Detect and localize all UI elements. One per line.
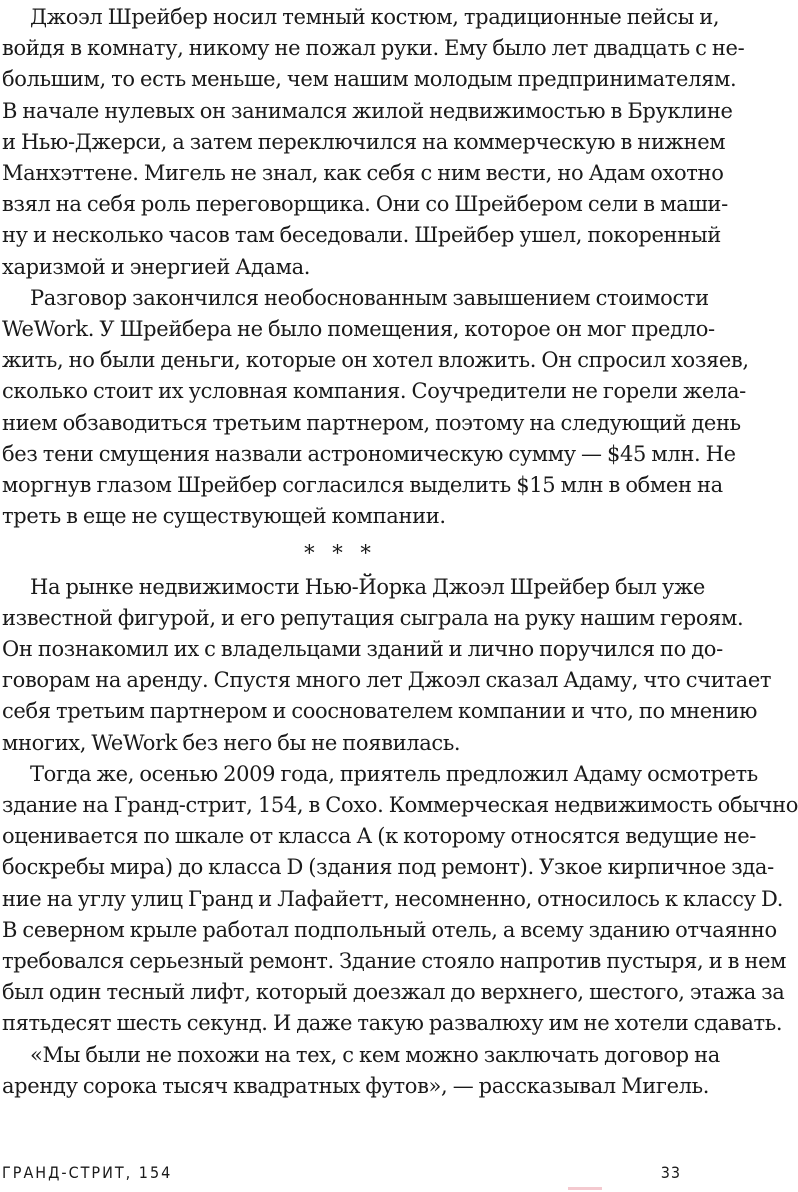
text-line: треть в еще не существующей компании.: [2, 504, 446, 529]
text-line: Джоэл Шрейбер носил темный костюм, традиционные пейсы и,: [30, 5, 720, 29]
text-line: нием обзаводиться третьим партнером, поэтому на следующий день: [2, 410, 741, 435]
running-head: ГРАНД-СТРИТ, 154: [2, 1163, 173, 1182]
text-line: без тени смущения назвали астрономическую сумму — $45 млн. Не: [2, 441, 736, 466]
text-line: жить, но были деньги, которые он хотел вложить. Он спросил хозяев,: [2, 348, 749, 373]
section-break: * * *: [304, 541, 377, 566]
text-line: ние на углу улиц Гранд и Лафайетт, несомненно, относилось к классу D.: [2, 886, 784, 911]
text-line: требовался серьезный ремонт. Здание стояло напротив пустыря, и в нем: [2, 949, 787, 973]
text-line: был один тесный лифт, который доезжал до верхнего, шестого, этажа за: [2, 980, 785, 1005]
text-line: Манхэттене. Мигель не знал, как себя с ним вести, но Адам охотно: [2, 161, 724, 185]
text-line: говорам на аренду. Спустя много лет Джоэл сказал Адаму, что считает: [2, 668, 772, 693]
text-line: многих, WeWork без него бы не появилась.: [2, 730, 461, 755]
text-line: пятьдесят шесть секунд. И даже такую развалюху им не хотели сдавать.: [2, 1011, 783, 1036]
text-line: харизмой и энергией Адама.: [2, 254, 311, 279]
text-line: моргнув глазом Шрейбер согласился выделить $15 млн в обмен на: [2, 473, 723, 497]
text-line: Он познакомил их с владельцами зданий и лично поручился по до-: [2, 637, 723, 661]
page-number: 33: [660, 1163, 681, 1182]
text-line: В начале нулевых он занимался жилой недвижимостью в Бруклине: [2, 98, 733, 123]
text-line: себя третьим партнером и сооснователем компании и что, по мнению: [2, 699, 758, 724]
text-line: здание на Гранд-стрит, 154, в Сохо. Коммерческая недвижимость обычно: [2, 793, 798, 817]
text-line: На рынке недвижимости Нью-Йорка Джоэл Шрейбер был уже: [30, 574, 706, 599]
text-line: оценивается по шкале от класса А (к которому относятся ведущие не-: [2, 824, 757, 849]
text-line: В северном крыле работал подпольный отель, а всему зданию отчаянно: [2, 917, 777, 942]
text-line: большим, то есть меньше, чем нашим молодым предпринимателям.: [2, 67, 737, 92]
text-line: ну и несколько часов там беседовали. Шрейбер ушел, покоренный: [2, 223, 721, 248]
text-line: WeWork. У Шрейбера не было помещения, которое он мог предло-: [2, 317, 715, 341]
text-line: взял на себя роль переговорщика. Они со Шрейбером сели в маши-: [2, 192, 728, 217]
text-line: «Мы были не похожи на тех, с кем можно заключать договор на: [30, 1042, 720, 1067]
text-line: сколько стоит их условная компания. Соучредители не горели жела-: [2, 379, 746, 404]
text-line: войдя в комнату, никому не пожал руки. Ему было лет двадцать с не-: [2, 36, 745, 61]
text-line: Тогда же, осенью 2009 года, приятель предложил Адаму осмотреть: [30, 761, 758, 786]
text-line: и Нью-Джерси, а затем переключился на коммерческую в нижнем: [2, 129, 726, 154]
text-line: боскребы мира) до класса D (здания под ремонт). Узкое кирпичное зда-: [2, 855, 774, 880]
text-line: известной фигурой, и его репутация сыграла на руку нашим героям.: [2, 605, 744, 630]
scan-artifact: [568, 1187, 602, 1190]
text-line: аренду сорока тысяч квадратных футов», — рассказывал Мигель.: [2, 1073, 710, 1098]
text-line: Разговор закончился необоснованным завышением стоимости: [30, 285, 709, 310]
